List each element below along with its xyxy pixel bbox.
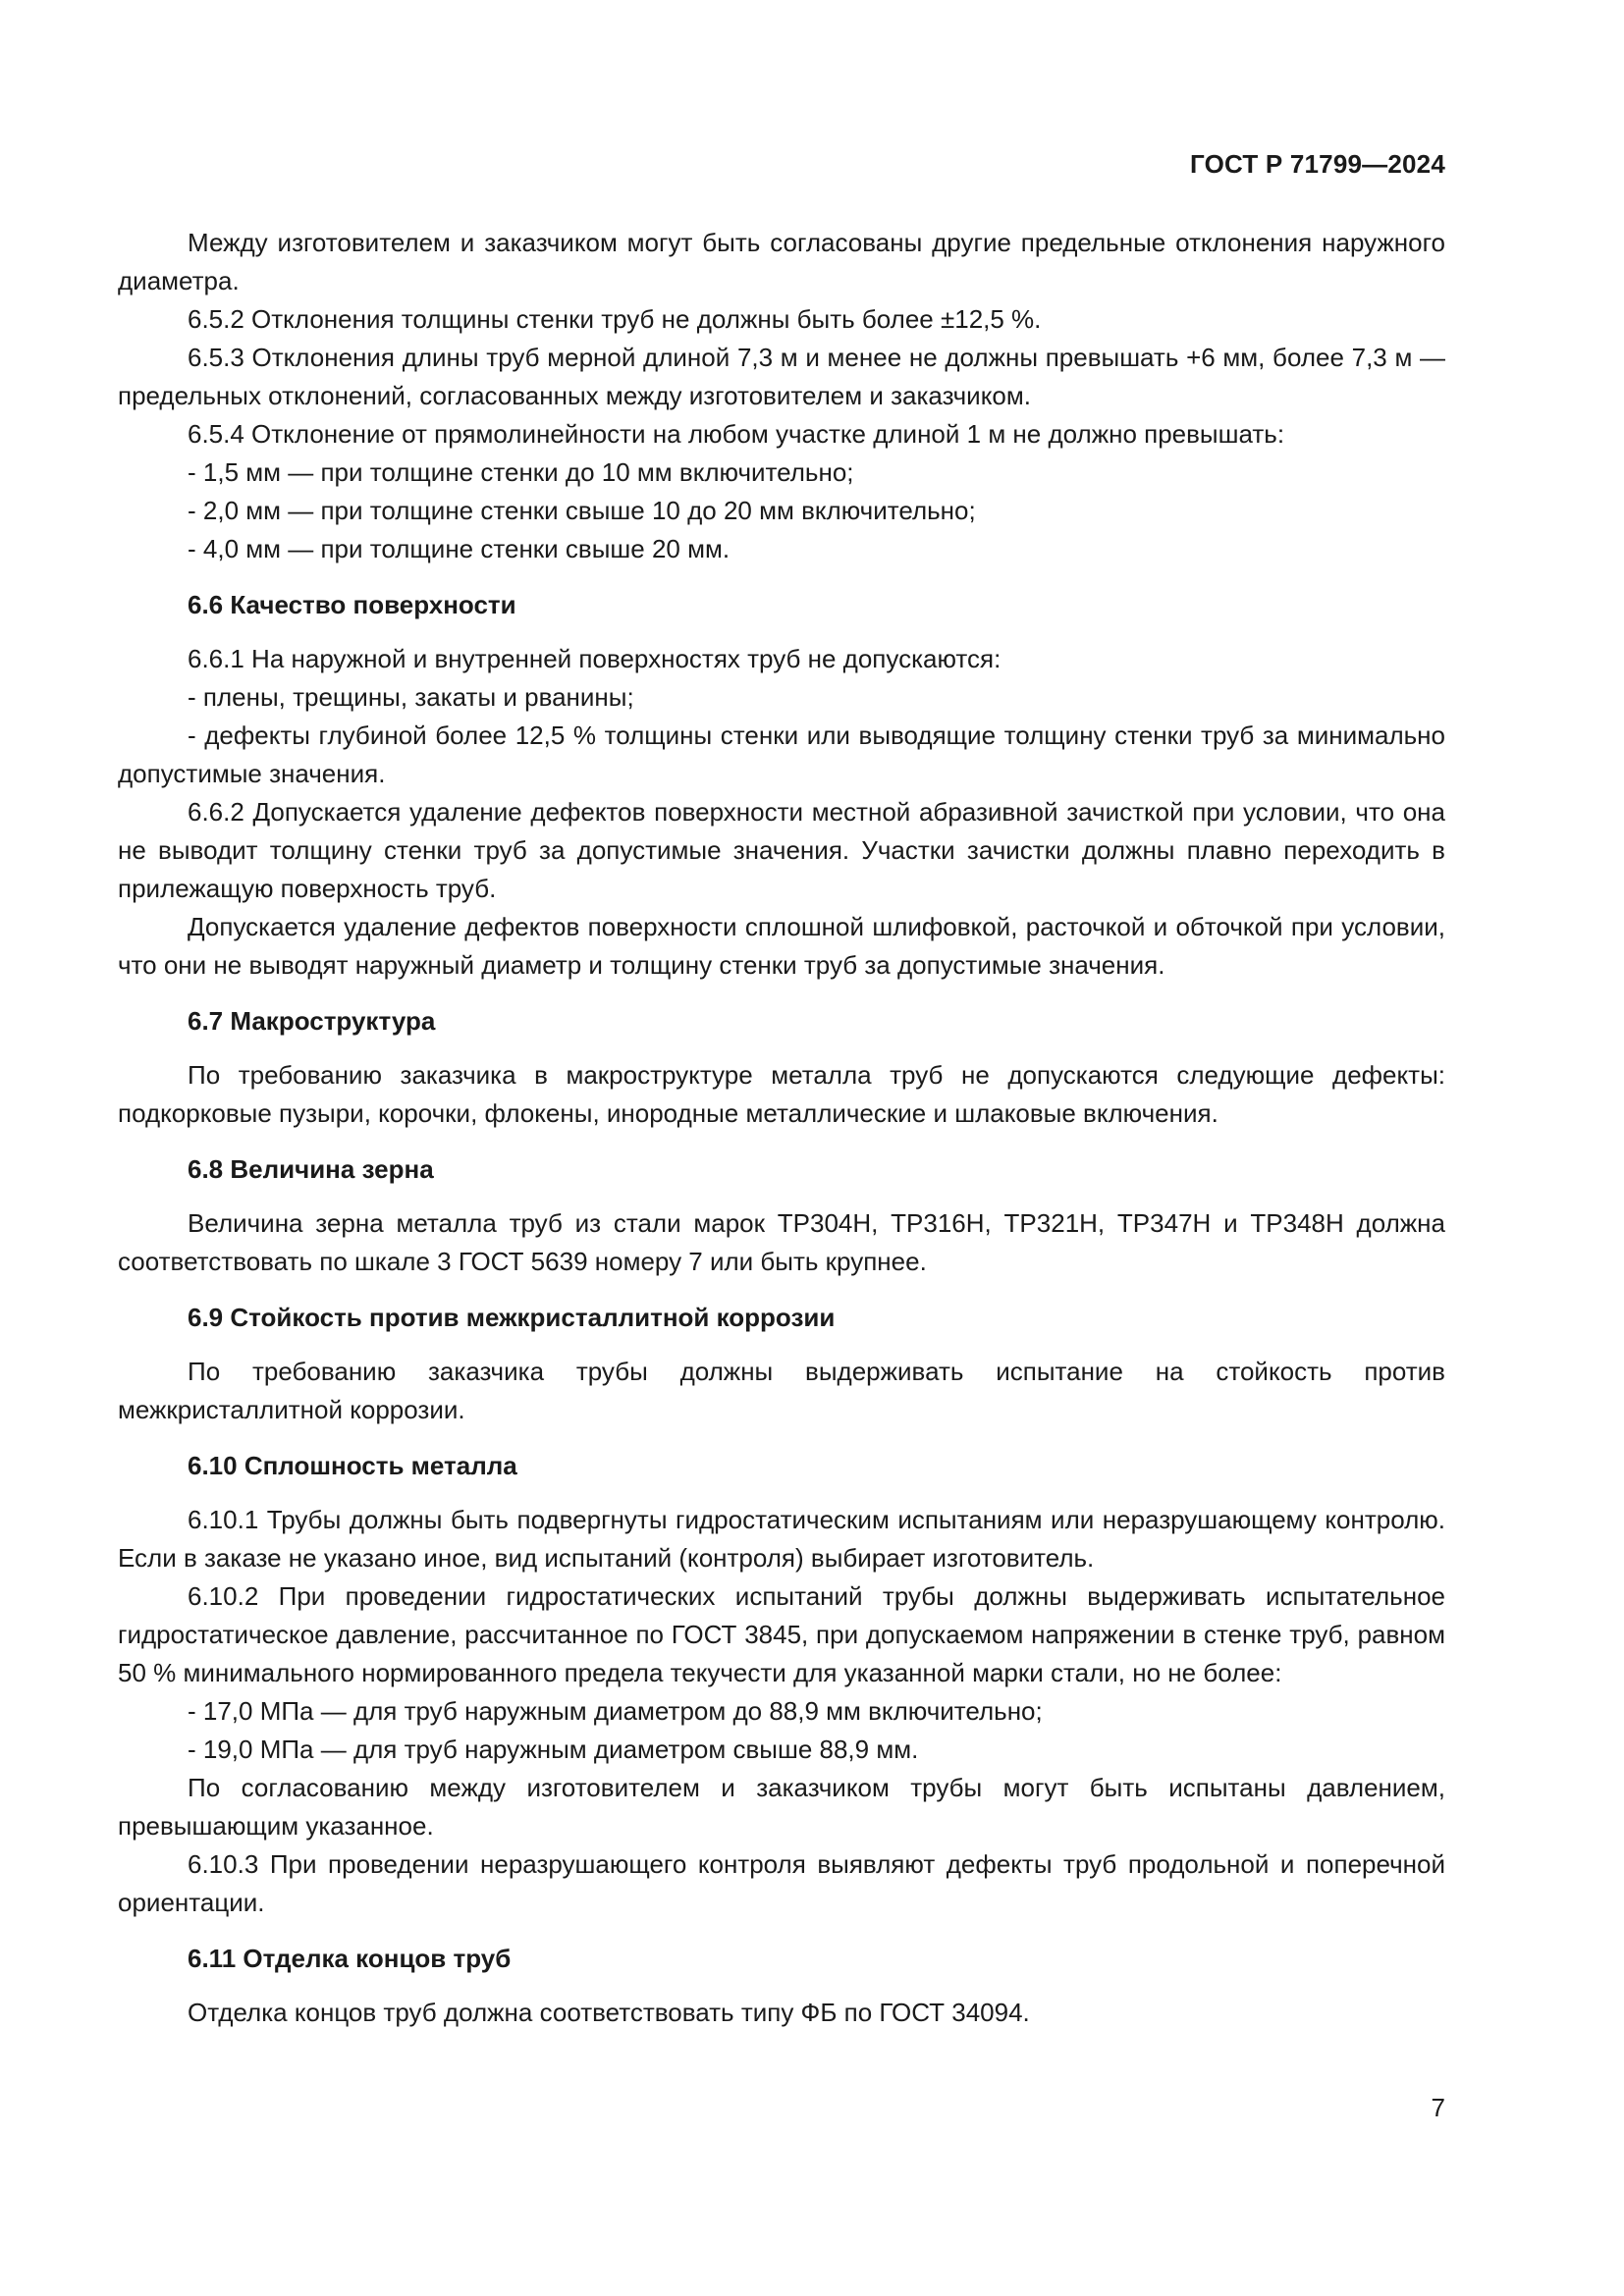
list-item: - 4,0 мм — при толщине стенки свыше 20 мм. [188, 534, 731, 563]
document-body [118, 224, 1445, 2032]
paragraph: Величина зерна металла труб из стали марок ТР304Н, ТР316Н, ТР321Н, ТР347Н и ТР348Н должна соответствовать по шкале 3 ГОСТ 5639 номеру 7 или быть крупнее. [118, 1208, 1445, 1276]
section-heading: 6.9 Стойкость против межкристаллитной коррозии [188, 1303, 836, 1332]
paragraph: 6.5.2 Отклонения толщины стенки труб не должны быть более ±12,5 %. [188, 304, 1042, 334]
paragraph: 6.10.2 При проведении гидростатических испытаний трубы должны выдерживать испытательное гидростатическое давление, рассчитанное по ГОСТ 3845, при допускаемом напряжении в стенке труб, равном 50 % минимального нормированного предела текучести для указанной марки стали, но не более: [118, 1581, 1445, 1687]
list-item: - плены, трещины, закаты и рванины; [188, 682, 634, 712]
section-heading: 6.10 Сплошность металла [188, 1451, 517, 1480]
paragraph: Допускается удаление дефектов поверхности сплошной шлифовкой, расточкой и обточкой при условии, что они не выводят наружный диаметр и толщину стенки труб за допустимые значения. [118, 912, 1445, 980]
paragraph: Между изготовителем и заказчиком могут быть согласованы другие предельные отклонения наружного диаметра. [118, 228, 1445, 295]
paragraph: По согласованию между изготовителем и заказчиком трубы могут быть испытаны давлением, превышающим указанное. [118, 1773, 1445, 1841]
paragraph: 6.10.3 При проведении неразрушающего контроля выявляют дефекты труб продольной и поперечной ориентации. [118, 1849, 1445, 1917]
paragraph: 6.6.2 Допускается удаление дефектов поверхности местной абразивной зачисткой при условии, что она не выводит толщину стенки труб за допустимые значения. Участки зачистки должны плавно переходить в прилежащую поверхность труб. [118, 797, 1445, 903]
list-item: - 2,0 мм — при толщине стенки свыше 10 до 20 мм включительно; [188, 496, 976, 525]
list-item: - 1,5 мм — при толщине стенки до 10 мм включительно; [188, 457, 854, 487]
paragraph: Отделка концов труб должна соответствовать типу ФБ по ГОСТ 34094. [188, 1998, 1030, 2027]
paragraph: По требованию заказчика в макроструктуре металла труб не допускаются следующие дефекты: подкорковые пузыри, корочки, флокены, инородные металлические и шлаковые включения. [118, 1060, 1445, 1128]
section-heading: 6.7 Макроструктура [188, 1006, 436, 1036]
paragraph: 6.5.3 Отклонения длины труб мерной длиной 7,3 м и менее не должны превышать +6 мм, более 7,3 м — предельных отклонений, согласованных между изготовителем и заказчиком. [118, 343, 1445, 410]
paragraph: По требованию заказчика трубы должны выдерживать испытание на стойкость против межкристаллитной коррозии. [118, 1357, 1445, 1424]
section-heading: 6.8 Величина зерна [188, 1154, 434, 1184]
page-number: 7 [1431, 2093, 1445, 2122]
paragraph: 6.6.1 На наружной и внутренней поверхностях труб не допускаются: [188, 644, 1001, 673]
paragraph: 6.5.4 Отклонение от прямолинейности на любом участке длиной 1 м не должно превышать: [188, 419, 1285, 449]
paragraph: 6.10.1 Трубы должны быть подвергнуты гидростатическим испытаниям или неразрушающему контролю. Если в заказе не указано иное, вид испытаний (контроля) выбирает изготовитель. [118, 1505, 1445, 1573]
list-item: - 17,0 МПа — для труб наружным диаметром до 88,9 мм включительно; [188, 1696, 1043, 1726]
list-item: - дефекты глубиной более 12,5 % толщины стенки или выводящие толщину стенки труб за минимально допустимые значения. [118, 721, 1445, 788]
section-heading: 6.11 Отделка концов труб [188, 1944, 512, 1973]
list-item: - 19,0 МПа — для труб наружным диаметром свыше 88,9 мм. [188, 1735, 919, 1764]
section-heading: 6.6 Качество поверхности [188, 590, 516, 619]
document-code-header: ГОСТ Р 71799—2024 [1190, 149, 1445, 179]
